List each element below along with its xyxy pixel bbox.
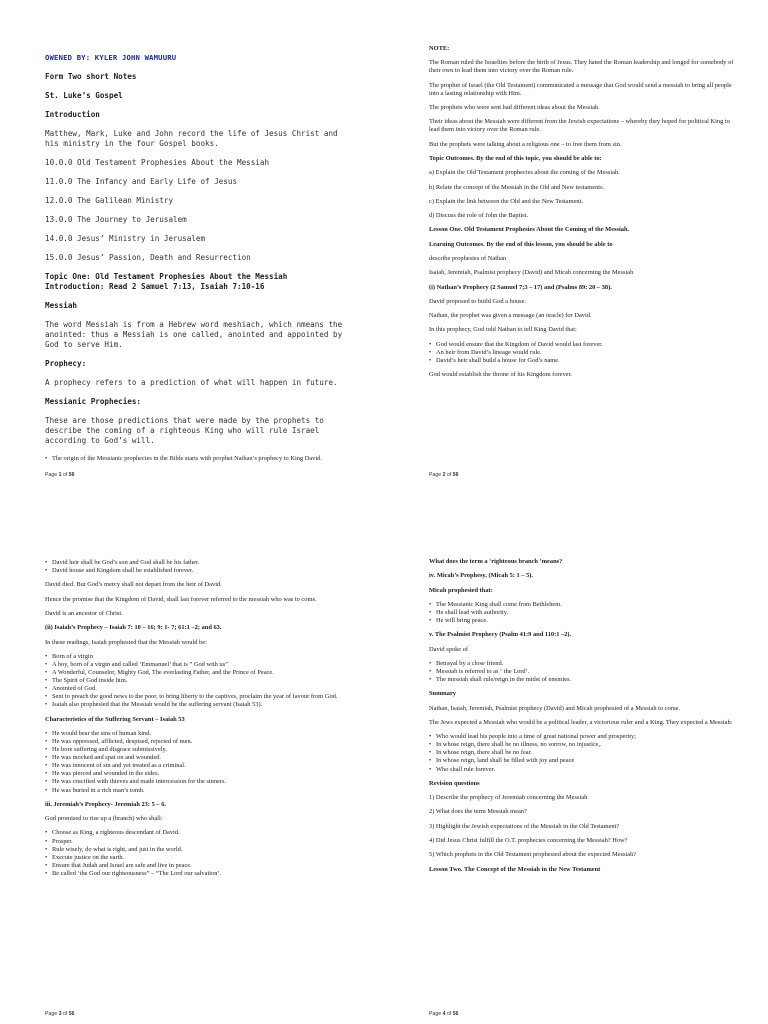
list-item: • Who shall rule forever. [429,766,734,774]
bullet-list [45,829,350,878]
contents-item: 11.0.0 The Infancy and Early Life of Jesus [45,177,238,186]
list-item: • Sent to preach the good news to the poor, to bring liberty to the captives, proclaim the year of favour from God. [45,693,350,701]
document-page-1 [0,0,384,512]
paragraph: The Roman ruled the Israelites before the birth of Jesus. They hated the Roman leadership and longed for somebody of their own to lead them into victory over the Roman rule. [429,59,734,75]
paragraph: The prophets who were sent had different ideas about the Messiah. [429,104,600,112]
list-item: • Execute justice on the earth. [45,854,350,862]
paragraph: David died. But God’s mercy shall not depart from the heir of David. [45,581,222,589]
list-item: • Messiah is referred to as ‘ the Lord’. [429,668,734,676]
revision-question: 2) What does the term Messiah mean? [429,808,527,816]
list-item: • The Spirit of God inside him. [45,677,350,685]
list-item: • He was pierced and wounded in the sides. [45,770,350,778]
list-item: • The origin of the Messianic prophecies in the Bible starts with prophet Nathan’s prophecy to King David. [45,455,350,463]
paragraph: In this prophecy, God told Nathan to tell King David that: [429,326,577,334]
page-total: 56 [68,1011,75,1017]
bullet-list [429,660,734,684]
revision-heading: Revision questions [429,779,480,787]
revision-question: 4) Did Jesus Christ fulfill the O.T. prophecies concerning the Messiah? How? [429,836,628,844]
page-footer: Page 4 of 56 [429,1011,459,1017]
messianic-text: These are those predictions that were made by the prophets to describe the coming of a righteous King who will rule Israel according to God’s will. [45,416,324,445]
list-item: • He would bear the sins of human kind. [45,730,350,738]
bullet-list [45,455,350,463]
list-item: • Anointed of God. [45,685,350,693]
paragraph: But the prophets were talking about a religious one – to free them from sin. [429,140,622,148]
messianic-heading: Messianic Prophecies: [45,397,142,406]
micah-heading: iv. Micah’s Prophesy, (Micah 5: 1 – 5). [429,572,534,580]
topic-heading: Topic One: Old Testament Prophesies About the Messiah Introduction: Read 2 Samuel 7:13, Isaiah 7:10-16 [45,272,288,291]
revision-question: 5) Which prophets in the Old Testament prophesied about the expected Messiah? [429,851,637,859]
bullet-list [429,601,734,625]
list-item: • He was oppressed, afflicted, despised, rejected of men. [45,738,350,746]
list-item: • He was innocent of sin and yet treated as a criminal. [45,762,350,770]
prophecy-text: A prophecy refers to a prediction of what will happen in future. [45,378,338,387]
list-item: • A boy, born of a virgin and called ‘Emmanuel’ that is ” God with us” [45,661,350,669]
paragraph: Their ideas about the Messiah were different from the Jewish expectations – whereby they hoped for political King to lead them into victory over the Roman rule. [429,118,730,134]
list-item: • In whose reign, land shall be filled with joy and peace [429,757,734,765]
list-item: • He was mocked and spat on and wounded. [45,754,350,762]
servant-heading: Characteristics of the Suffering Servant – Isaiah 53 [45,715,185,723]
bullet-list [45,730,350,795]
bullet-list [429,733,734,773]
lesson-two-heading: Lesson Two. The Concept of the Messiah in the New Testament [429,865,601,873]
messiah-text: The word Messiah is from a Hebrew word meshiach, which nmeans the anointed: thus a Messiah is one called, anointed and appointed by God to serve Him. [45,320,343,349]
learning-item: Isaiah, Jeremiah, Psalmist prophecy (David) and Micah concerning the Messiah [429,269,634,277]
summary-heading: Summary [429,690,456,698]
list-item: • The Messianic King shall come from Bethlehem. [429,601,734,609]
list-item: • He was crucified with thieves and made intercession for the sinners. [45,778,350,786]
paragraph: The Jews expected a Messiah who would be a political leader, a victorious ruler and a King. They expected a Messiah: [429,718,733,726]
paragraph: God promised to rise up a (branch) who shall: [45,815,163,823]
outcome-item: b) Relate the concept of the Messiah in the Old and New testaments. [429,183,605,191]
list-item: • Betrayal by a close friend. [429,660,734,668]
lesson-heading: Lesson One. Old Testament Prophesies About the Coming of the Messiah. [429,226,630,234]
nathan-heading: (i) Nathan’s Prophecy (2 Samuel 7;3 – 17) and (Psalms 89: 20 – 38). [429,283,612,291]
list-item: • Prosper. [45,838,350,846]
bullet-list [429,341,734,365]
learning-item: describe prophesies of Nathan [429,254,507,262]
contents-item: 12.0.0 The Galilean Ministry [45,196,174,205]
isaiah-heading: (ii) Isaiah’s Prophecy – Isaiah 7: 10 – 16; 9: 1- 7; 61:1 –2; and 63. [45,624,222,632]
document-page-4 [384,512,768,1024]
bullet-list [45,559,350,575]
page-number: 2 [442,472,446,478]
learning-heading: Learning Outcomes. By the end of this lesson, you should be able to [429,240,613,248]
paragraph: Nathan, the prophet was given a message (an oracle) for David. [429,312,592,320]
page-number: 4 [442,1011,446,1017]
page-total: 56 [452,472,459,478]
list-item: • He was buried in a rich man’s tomb. [45,787,350,795]
micah-subheading: Micah prophesied that: [429,586,493,594]
contents-item: 14.0.0 Jesus’ Ministry in Jerusalem [45,234,206,243]
document-page-2 [384,0,768,512]
paragraph: David proposed to build God a house. [429,297,527,305]
note-heading: NOTE: [429,45,450,52]
intro-heading: Introduction [45,110,100,119]
contents-item: 10.0.0 Old Testament Prophesies About the Messiah [45,158,270,167]
list-item: • Choose as King, a righteous descendant of David. [45,829,350,837]
list-item: • The messiah shall rule/reign in the midst of enemies. [429,676,734,684]
paragraph: Nathan, Isaiah, Jeremiah, Psalmist prophecy (David) and Micah prophesied of a Messiah to come. [429,704,681,712]
list-item: • Rule wisely, do what is right, and just in the world. [45,846,350,854]
revision-question: 3) Highlight the Jewish expectations of the Messiah in the Old Testament? [429,822,620,830]
prophecy-heading: Prophecy: [45,359,87,368]
outcome-item: d) Discuss the role of John the Baptist. [429,212,529,220]
list-item: • Born of a virgin [45,653,350,661]
list-item: • A Wonderful, Counselor, Mighty God, The everlasting Father, and the Prince of Peace. [45,669,350,677]
intro-text: Matthew, Mark, Luke and John record the life of Jesus Christ and his ministry in the four Gospel books. [45,129,338,148]
list-item: • He will bring peace. [429,617,734,625]
messiah-heading: Messiah [45,301,78,310]
revision-question: 1) Describe the prophecy of Jeremiah concerning the Messiah [429,794,588,802]
subject-title: St. Luke’s Gospel [45,91,123,100]
page-footer: Page 3 of 56 [45,1011,75,1017]
list-item: • Ensure that Judah and Israel are safe and live in peace. [45,862,350,870]
list-item: • God would ensure that the Kingdom of David would last forever. [429,341,734,349]
page-footer: Page 1 of 56 [45,472,75,478]
paragraph: God would establish the throne of his Kingdom forever. [429,371,572,379]
contents-item: 15.0.0 Jesus’ Passion, Death and Resurrection [45,253,251,262]
contents-item: 13.0.0 The Journey to Jerusalem [45,215,187,224]
list-item: • An heir from David’s lineage would rule. [429,349,734,357]
list-item: • He shall lead with authority. [429,609,734,617]
branch-heading: What does the term a ‘righteous branch ‘means? [429,558,563,565]
outcome-item: c) Explain the link between the Old and the New Testament. [429,197,584,205]
list-item: • He bore suffering and disgrace submissively. [45,746,350,754]
list-item: • David house and Kingdom shall be established forever. [45,567,350,575]
outcomes-heading: Topic Outcomes. By the end of this topic, you should be able to: [429,154,602,162]
jeremiah-heading: iii. Jeremiah’s Prophecy- Jeremiah 23: 5 – 6. [45,800,166,808]
document-title: Form Two short Notes [45,72,137,81]
page-total: 56 [452,1011,459,1017]
owner-label: OWENED BY: KYLER JOHN WAMUURU [45,53,177,62]
paragraph: David is an ancestor of Christ. [45,609,123,617]
list-item: • Who would lead his people into a time of great national power and prosperity; [429,733,734,741]
list-item: • Isaiah also prophesied that the Messiah would be the suffering servant (Isaiah 53). [45,701,350,709]
psalmist-heading: v. The Psalmist Prophecy (Psalm 41:9 and 110:1 –2). [429,631,572,639]
page-total: 56 [68,472,75,478]
page-footer: Page 2 of 56 [429,472,459,478]
list-item: • Be called ‘the God our righteousness” – “The Lord our salvation’. [45,870,350,878]
page-number: 3 [58,1011,62,1017]
list-item: • David’s heir shall build a house for God’s name. [429,357,734,365]
outcome-item: a) Explain the Old Testament prophecies about the coming of the Messiah. [429,169,620,177]
paragraph: In these readings, Isaiah prophesied that the Messiah would be: [45,638,207,646]
bullet-list [45,653,350,710]
paragraph: The prophet of Israel (the Old Testament) communicated a message that God would send a messiah to bring all people into a lasting relationship with Him. [429,81,732,97]
paragraph: Hence the promise that the Kingdom of David, shall last forever referred to the messiah who was to come. [45,595,317,603]
page-number: 1 [58,472,62,478]
list-item: • In whose reign, there shall be no illness, no sorrow, no injustice,. [429,741,734,749]
list-item: • In whose reign, there shall be no fear. [429,749,734,757]
list-item: • David heir shall be God’s son and God shall be his father. [45,559,350,567]
paragraph: David spoke of [429,645,469,653]
document-page-3 [0,512,384,1024]
